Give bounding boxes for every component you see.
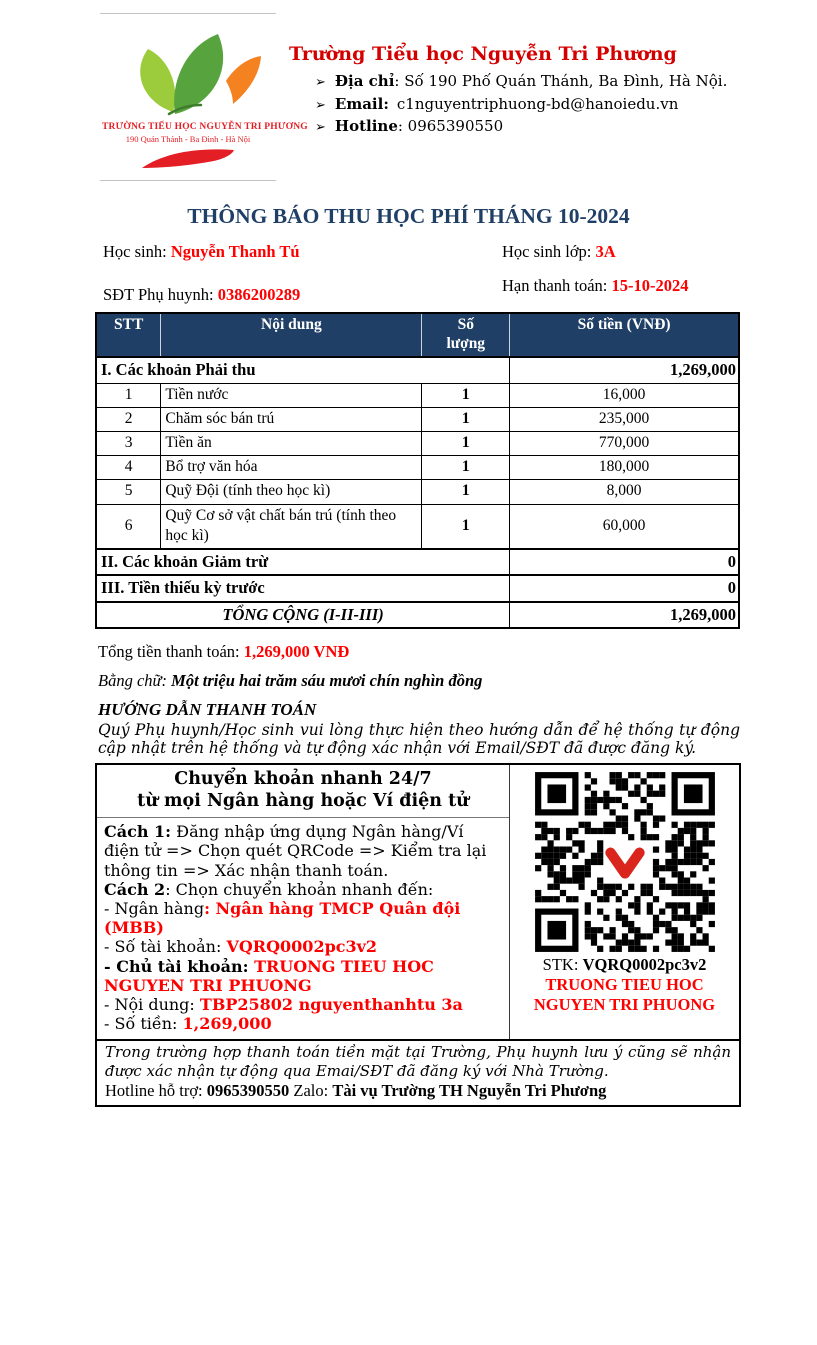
student-label: Học sinh: xyxy=(103,242,171,261)
deadline-value: 15-10-2024 xyxy=(611,275,689,295)
support-hotline-value: 0965390550 xyxy=(206,1080,290,1100)
total-label: TỔNG CỘNG (I-II-III) xyxy=(96,602,510,628)
bank-value: : Ngân hàng TMCP Quân đội (MBB) xyxy=(104,898,461,938)
student-name: Nguyễn Thanh Tú xyxy=(170,242,300,261)
fee-cell-name: Tiền nước xyxy=(161,383,422,407)
parent-phone: 0386200289 xyxy=(217,284,301,304)
account-label: - Số tài khoản: xyxy=(104,937,227,957)
table-row xyxy=(96,456,739,480)
method1-label: Cách 1: xyxy=(104,822,172,842)
cash-payment-note xyxy=(97,1039,739,1105)
stk-value: VQRQ0002pc3v2 xyxy=(582,954,707,974)
table-row xyxy=(96,432,739,456)
fee-cell-qty: 1 xyxy=(422,432,510,456)
hotline-value: : 0965390550 xyxy=(397,117,504,135)
section3-amount: 0 xyxy=(510,575,739,601)
fee-table xyxy=(95,312,740,629)
class-label: Học sinh lớp: xyxy=(502,242,596,261)
total-payment-label: Tổng tiền thanh toán: xyxy=(98,642,244,662)
address-label: Địa chỉ xyxy=(334,72,395,90)
fee-cell-qty: 1 xyxy=(422,456,510,480)
table-row-section-2 xyxy=(96,549,739,575)
content-label: - Nội dung: xyxy=(104,994,200,1014)
method2-text: : Chọn chuyển khoản nhanh đến: xyxy=(165,879,434,899)
fee-cell-amount: 60,000 xyxy=(510,504,739,549)
section2-label: II. Các khoản Giảm trừ xyxy=(96,549,510,575)
leaves-swoosh-icon xyxy=(113,24,263,120)
fee-cell-qty: 1 xyxy=(422,383,510,407)
fee-cell-amount: 16,000 xyxy=(510,383,739,407)
red-swoosh-icon xyxy=(140,147,236,169)
transfer-box-header xyxy=(97,765,509,819)
method1-line xyxy=(104,822,502,880)
student-info xyxy=(103,242,817,305)
payment-guide-heading: HƯỚNG DẪN THANH TOÁN xyxy=(98,700,317,720)
transfer-header-line1: Chuyển khoản nhanh 24/7 xyxy=(174,768,432,789)
address-value: : Số 190 Phố Quán Thánh, Ba Đình, Hà Nội. xyxy=(394,72,728,90)
total-payment-line xyxy=(98,642,817,662)
method1-text: Đăng nhập ứng dụng Ngân hàng/Ví điện tử => Chọn quét QRCode => Kiểm tra lại thông tin => Xác nhận thanh toán. xyxy=(104,822,487,880)
holder-line xyxy=(104,957,502,995)
fee-cell-qty: 1 xyxy=(422,480,510,504)
fee-cell-qty: 1 xyxy=(422,408,510,432)
section3-label: III. Tiền thiếu kỳ trước xyxy=(96,575,510,601)
fee-cell-stt: 5 xyxy=(96,480,161,504)
arrow-bullet-icon: ➢ xyxy=(315,120,326,135)
bank-line xyxy=(104,899,502,937)
class-line xyxy=(502,242,716,263)
fee-cell-stt: 4 xyxy=(96,456,161,480)
table-row-section-1 xyxy=(96,357,739,383)
parent-phone-line xyxy=(103,276,502,306)
col-header-stt: STT xyxy=(96,313,161,357)
email-value: c1nguyentriphuong-bd@hanoiedu.vn xyxy=(396,94,679,113)
qr-account-line xyxy=(543,955,707,975)
account-value: VQRQ0002pc3v2 xyxy=(226,937,378,957)
section1-label: I. Các khoản Phải thu xyxy=(96,357,510,383)
table-row xyxy=(96,504,739,549)
transfer-info-box xyxy=(95,763,741,1107)
fee-table-body xyxy=(96,383,739,548)
total-payment-value: 1,269,000 VNĐ xyxy=(243,642,350,662)
fee-cell-stt: 6 xyxy=(96,504,161,549)
method2-label: Cách 2 xyxy=(104,879,166,899)
amount-line xyxy=(104,1014,502,1033)
col-header-quantity: Số lượng xyxy=(422,313,510,357)
col-header-amount: Số tiền (VNĐ) xyxy=(510,313,739,357)
section2-amount: 0 xyxy=(510,549,739,575)
arrow-bullet-icon: ➢ xyxy=(315,75,326,90)
fee-cell-qty: 1 xyxy=(422,504,510,549)
table-row-total xyxy=(96,602,739,628)
qr-panel xyxy=(510,765,739,1040)
fee-cell-name: Quỹ Cơ sở vật chất bán trú (tính theo học kì) xyxy=(161,504,422,549)
fee-cell-stt: 1 xyxy=(96,383,161,407)
page-title: THÔNG BÁO THU HỌC PHÍ THÁNG 10-2024 xyxy=(187,204,630,228)
qr-holder-name: TRUONG TIEU HOC NGUYEN TRI PHUONG xyxy=(533,974,716,1014)
payment-guide-intro: Quý Phụ huynh/Học sinh vui lòng thực hiện theo hướng dẫn để hệ thống tự động cập nhật trên hệ thống và tự động xác nhận với Email/SĐT đã được đăng ký. xyxy=(98,721,740,758)
in-words-value: Một triệu hai trăm sáu mươi chín nghìn đồng xyxy=(171,671,483,691)
amount-value: 1,269,000 xyxy=(182,1014,272,1034)
transfer-instructions xyxy=(97,818,509,1039)
fee-cell-name: Quỹ Đội (tính theo học kì) xyxy=(161,480,422,504)
deadline-label: Hạn thanh toán: xyxy=(502,275,612,295)
support-hotline-label: Hotline hỗ trợ: xyxy=(105,1080,207,1100)
method2-line xyxy=(104,880,502,899)
fee-cell-name: Bổ trợ văn hóa xyxy=(161,456,422,480)
document-header xyxy=(100,0,745,181)
holder-value: TRUONG TIEU HOC NGUYEN TRI PHUONG xyxy=(104,956,434,995)
hotline-label: Hotline xyxy=(334,117,398,135)
class-name: 3A xyxy=(595,242,616,261)
parent-phone-label: SĐT Phụ huynh: xyxy=(103,284,218,304)
fee-cell-amount: 8,000 xyxy=(510,480,739,504)
account-line xyxy=(104,937,502,956)
logo-school-address: 190 Quán Thánh - Ba Đình - Hà Nội xyxy=(125,134,251,144)
school-name: Trường Tiểu học Nguyễn Tri Phương xyxy=(289,43,677,65)
total-amount: 1,269,000 xyxy=(510,602,739,628)
fee-cell-amount: 180,000 xyxy=(510,456,739,480)
table-row xyxy=(96,408,739,432)
fee-table-header-row xyxy=(96,313,739,357)
table-row-section-3 xyxy=(96,575,739,601)
content-value: TBP25802 nguyenthanhtu 3a xyxy=(199,994,463,1014)
table-row xyxy=(96,383,739,407)
fee-cell-stt: 3 xyxy=(96,432,161,456)
school-logo xyxy=(100,13,308,181)
fee-cell-amount: 770,000 xyxy=(510,432,739,456)
holder-label: - Chủ tài khoản: xyxy=(104,956,255,976)
arrow-bullet-icon: ➢ xyxy=(315,97,326,113)
stk-label: STK: xyxy=(542,954,583,974)
zalo-value: Tài vụ Trường TH Nguyễn Tri Phương xyxy=(332,1080,607,1100)
transfer-header-line2: từ mọi Ngân hàng hoặc Ví điện tử xyxy=(137,791,469,812)
in-words-label: Bằng chữ: xyxy=(98,671,172,691)
zalo-label: Zalo: xyxy=(289,1080,333,1100)
content-line xyxy=(104,995,502,1014)
transfer-instructions-panel xyxy=(97,765,510,1040)
cash-note-text: Trong trường hợp thanh toán tiền mặt tại Trường, Phụ huynh lưu ý cũng sẽ nhận được xác nhận tự động qua Emai/SĐT đã đăng ký với Nhà Trường. xyxy=(105,1043,731,1080)
address-line xyxy=(315,70,727,93)
deadline-line xyxy=(502,276,716,306)
fee-cell-amount: 235,000 xyxy=(510,408,739,432)
email-line xyxy=(315,93,727,116)
support-hotline-line xyxy=(105,1081,731,1101)
fee-cell-name: Chăm sóc bán trú xyxy=(161,408,422,432)
section1-amount: 1,269,000 xyxy=(510,357,739,383)
bank-label: - Ngân hàng xyxy=(104,898,205,918)
fee-cell-name: Tiền ăn xyxy=(161,432,422,456)
email-label: Email: xyxy=(334,94,389,113)
hotline-line xyxy=(315,115,727,138)
student-name-line xyxy=(103,242,502,263)
logo-school-name: TRƯỜNG TIỂU HỌC NGUYỄN TRI PHƯƠNG xyxy=(102,122,308,132)
table-row xyxy=(96,480,739,504)
col-header-content: Nội dung xyxy=(161,313,422,357)
school-contact-info xyxy=(289,13,727,181)
fee-cell-stt: 2 xyxy=(96,408,161,432)
amount-in-words-line xyxy=(98,671,817,691)
qr-code xyxy=(533,770,717,954)
amount-label: - Số tiền: xyxy=(104,1014,183,1034)
